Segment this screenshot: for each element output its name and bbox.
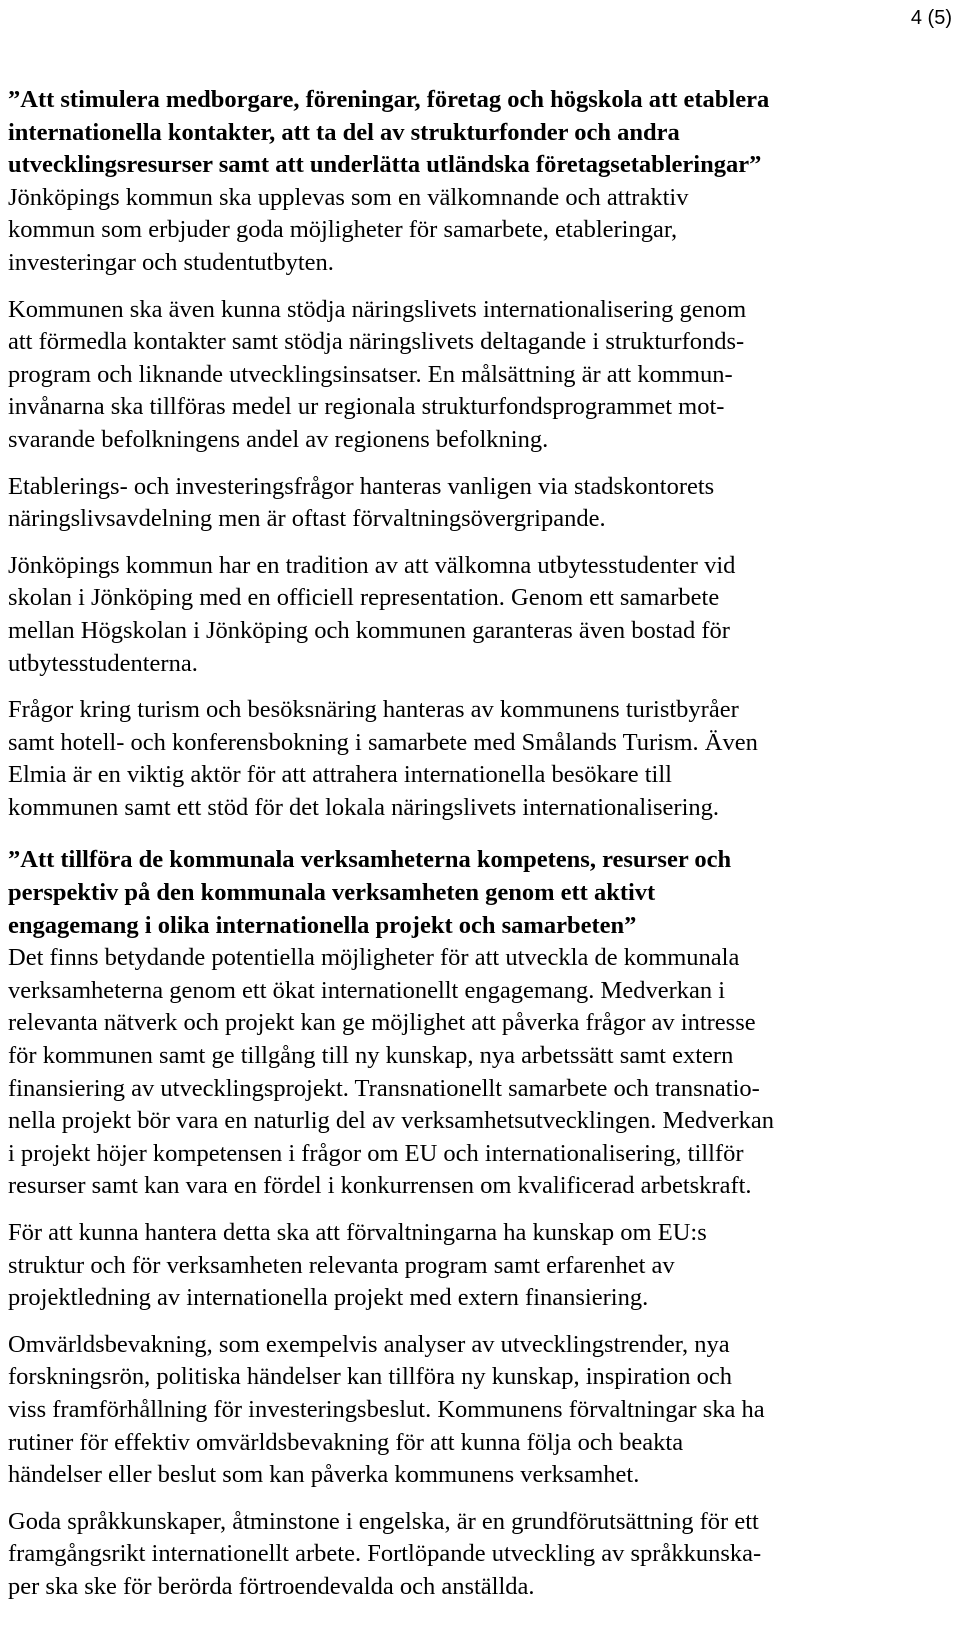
paragraph [8,471,908,536]
text-line: rutiner för effektiv omvärldsbevakning för att kunna följa och beakta [8,1428,684,1456]
text-line: finansiering av utvecklingsprojekt. Transnationellt samarbete och transnatio- [8,1074,760,1102]
text-line: kommun som erbjuder goda möjligheter för samarbete, etableringar, [8,216,678,244]
text-line: skolan i Jönköping med en officiell representation. Genom ett samarbete [8,584,720,612]
text-line: näringslivsavdelning men är oftast förvaltningsövergripande. [8,505,606,533]
text-line: Omvärldsbevakning, som exempelvis analyser av utvecklingstrender, nya [8,1330,730,1358]
text-line: samt hotell- och konferensbokning i samarbete med Smålands Turism. Även [8,728,758,756]
text-line: struktur och för verksamheten relevanta program samt erfarenhet av [8,1251,675,1279]
text-line: utbytesstudenterna. [8,649,198,677]
text-line: per ska ske för berörda förtroendevalda och anställda. [8,1572,535,1600]
heading-line: internationella kontakter, att ta del av strukturfonder och andra [8,118,680,146]
paragraph [8,1506,908,1604]
text-line: Etablerings- och investeringsfrågor hanteras vanligen via stadskontorets [8,472,715,500]
text-line: för kommunen samt ge tillgång till ny kunskap, nya arbetssätt samt extern [8,1042,734,1070]
heading-line: ”Att stimulera medborgare, föreningar, företag och högskola att etablera [8,86,770,113]
section-2-heading [8,844,908,942]
text-line: Goda språkkunskaper, åtminstone i engelska, är en grundförutsättning för ett [8,1507,759,1535]
text-line: i projekt höjer kompetensen i frågor om EU och internationalisering, tillför [8,1139,744,1167]
page-number: 4 (5) [910,7,952,29]
text-line: Jönköpings kommun ska upplevas som en välkomnande och attraktiv [8,183,689,211]
text-line: viss framförhållning för investeringsbeslut. Kommunens förvaltningar ska ha [8,1395,765,1423]
text-line: Det finns betydande potentiella möjligheter för att utveckla de kommunala [8,944,740,972]
section-1-intro [8,182,908,280]
heading-line: ”Att tillföra de kommunala verksamheterna kompetens, resurser och [8,846,732,874]
section-2 [8,844,908,1603]
document-body [8,84,908,1604]
text-line: projektledning av internationella projekt med extern finansiering. [8,1284,649,1312]
text-line: mellan Högskolan i Jönköping och kommunen garanteras även bostad för [8,616,730,644]
paragraph [8,694,908,824]
text-line: att förmedla kontakter samt stödja näringslivets deltagande i strukturfonds- [8,328,745,356]
heading-line: engagemang i olika internationella projekt och samarbeten” [8,911,637,939]
text-line: verksamheterna genom ett ökat internationellt engagemang. Medverkan i [8,976,726,1004]
text-line: händelser eller beslut som kan påverka kommunens verksamhet. [8,1461,640,1489]
text-line: svarande befolkningens andel av regionens befolkning. [8,425,549,453]
section-1 [8,84,908,824]
text-line: nella projekt bör vara en naturlig del av verksamhetsutvecklingen. Medverkan [8,1107,775,1135]
paragraph [8,1217,908,1315]
heading-line: perspektiv på den kommunala verksamheten genom ett aktivt [8,879,656,907]
paragraph [8,550,908,680]
text-line: framgångsrikt internationellt arbete. Fortlöpande utveckling av språkkunska- [8,1540,762,1568]
section-1-heading [8,84,908,182]
text-line: Jönköpings kommun har en tradition av att välkomna utbytesstudenter vid [8,551,736,579]
text-line: Frågor kring turism och besöksnäring hanteras av kommunens turistbyråer [8,696,739,724]
text-line: kommunen samt ett stöd för det lokala näringslivets internationalisering. [8,793,720,821]
heading-line: utvecklingsresurser samt att underlätta utländska företagsetableringar” [8,151,762,179]
paragraph [8,1329,908,1492]
text-line: För att kunna hantera detta ska att förvaltningarna ha kunskap om EU:s [8,1219,707,1246]
text-line: Kommunen ska även kunna stödja näringslivets internationalisering genom [8,295,747,323]
text-line: program och liknande utvecklingsinsatser. En målsättning är att kommun- [8,360,733,388]
text-line: resurser samt kan vara en fördel i konkurrensen om kvalificerad arbetskraft. [8,1172,752,1200]
text-line: invånarna ska tillföras medel ur regionala strukturfondsprogrammet mot- [8,393,725,421]
text-line: relevanta nätverk och projekt kan ge möjlighet att påverka frågor av intresse [8,1009,756,1037]
text-line: investeringar och studentutbyten. [8,248,334,276]
text-line: Elmia är en viktig aktör för att attrahera internationella besökare till [8,761,672,789]
section-2-intro [8,942,908,1203]
paragraph [8,294,908,457]
text-line: forskningsrön, politiska händelser kan tillföra ny kunskap, inspiration och [8,1363,732,1391]
